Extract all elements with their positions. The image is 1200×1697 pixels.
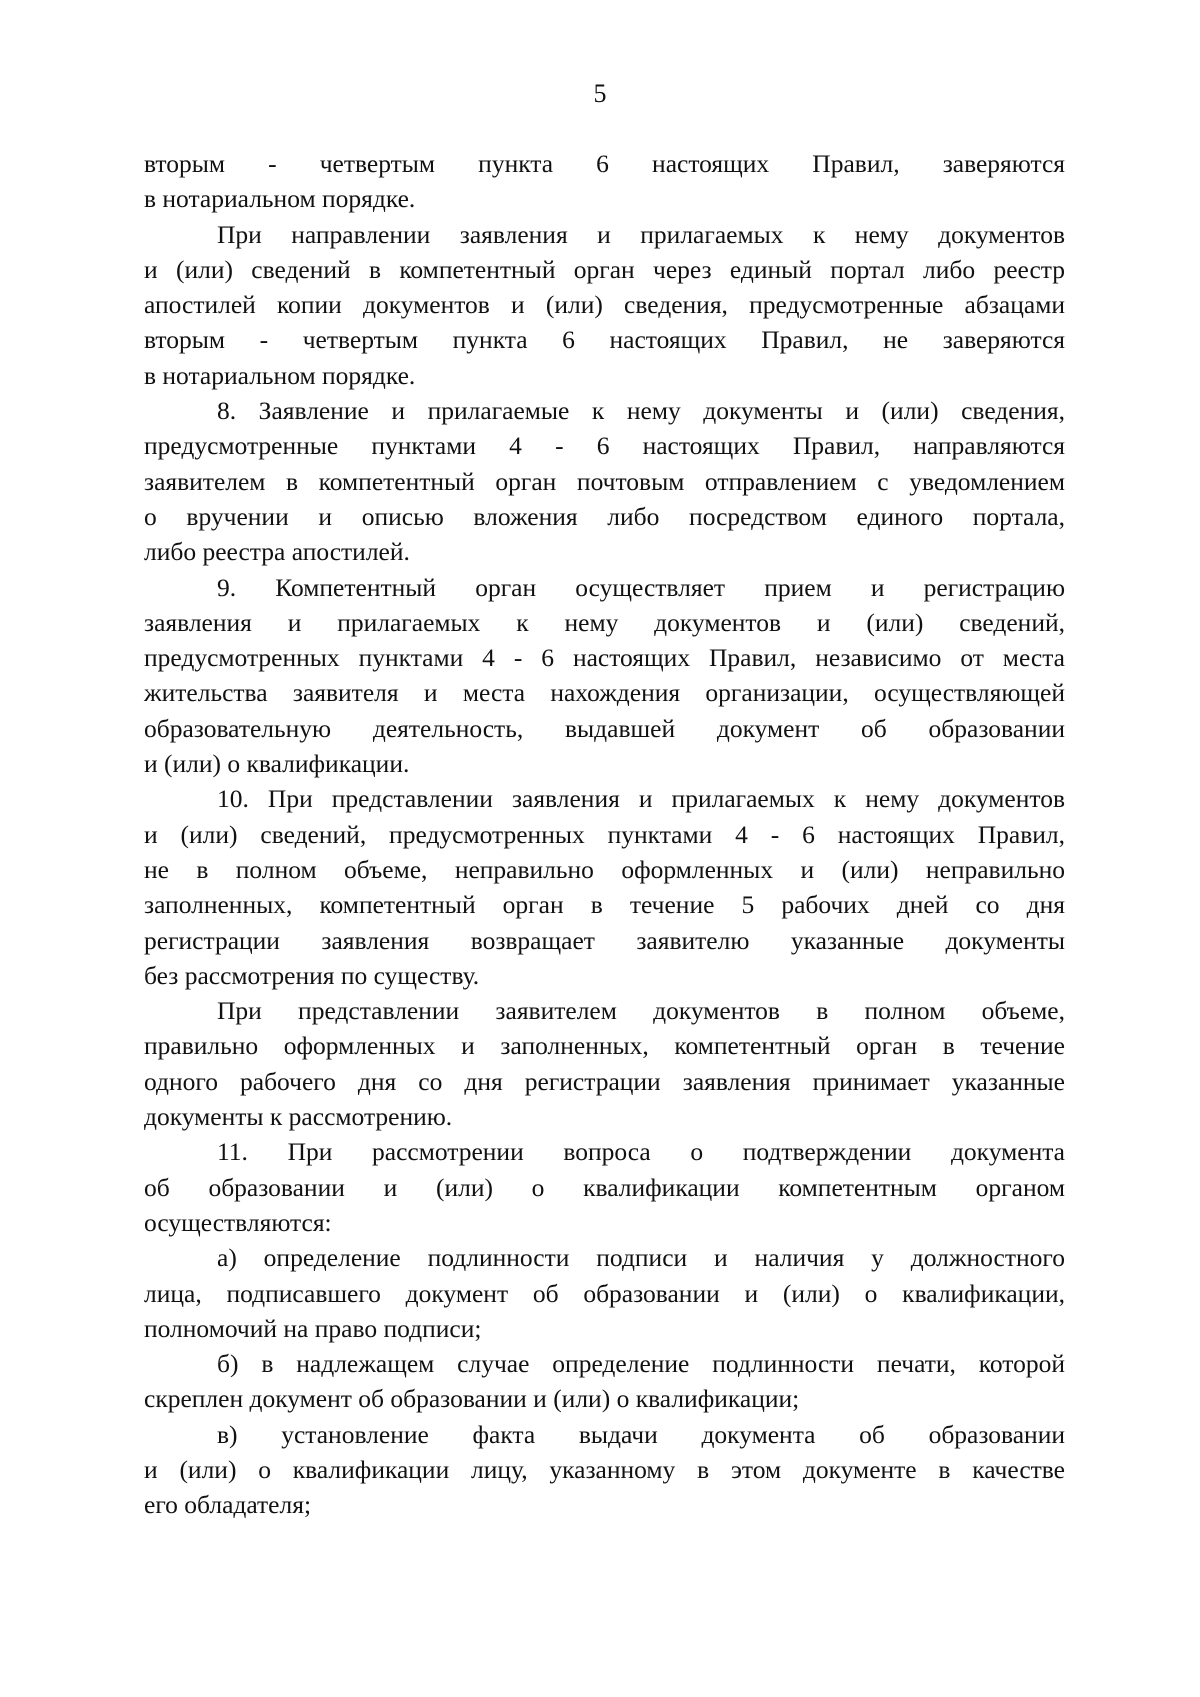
paragraph	[144, 570, 1065, 782]
paragraph	[144, 217, 1065, 393]
text-line: предусмотренных пунктами 4 - 6 настоящих Правил, независимо от места	[144, 643, 1065, 673]
text-line: 8. Заявление и прилагаемые к нему документы и (или) сведения,	[217, 396, 1065, 426]
text-line: и (или) сведений в компетентный орган через единый портал либо реестр	[144, 254, 1065, 284]
paragraph	[144, 146, 1065, 217]
text-line: либо реестра апостилей.	[144, 537, 410, 567]
text-line: заявителем в компетентный орган почтовым отправлением с уведомлением	[144, 466, 1065, 496]
text-line: в нотариальном порядке.	[144, 360, 416, 390]
paragraph	[144, 1346, 1065, 1417]
document-body	[144, 146, 1065, 1523]
paragraph	[144, 1240, 1065, 1346]
text-line: в нотариальном порядке.	[144, 184, 416, 214]
text-line: вторым - четвертым пункта 6 настоящих Правил, не заверяются	[144, 325, 1065, 355]
text-line: осуществляются:	[144, 1207, 332, 1237]
text-line: При направлении заявления и прилагаемых к нему документов	[217, 219, 1065, 249]
paragraph	[144, 1134, 1065, 1240]
text-line: и (или) о квалификации.	[144, 749, 410, 779]
paragraph	[144, 1417, 1065, 1523]
text-line: заявления и прилагаемых к нему документов и (или) сведений,	[144, 607, 1065, 637]
text-line: лица, подписавшего документ об образовании и (или) о квалификации,	[144, 1278, 1065, 1308]
text-line: правильно оформленных и заполненных, компетентный орган в течение	[144, 1031, 1065, 1061]
text-line: а) определение подлинности подписи и наличия у должностного	[217, 1243, 1065, 1273]
text-line: об образовании и (или) о квалификации компетентным органом	[144, 1172, 1065, 1202]
text-line: образовательную деятельность, выдавшей документ об образовании	[144, 713, 1065, 743]
paragraph	[144, 781, 1065, 993]
text-line: в) установление факта выдачи документа об образовании	[217, 1419, 1065, 1449]
paragraph	[144, 393, 1065, 569]
text-line: апостилей копии документов и (или) сведения, предусмотренные абзацами	[144, 290, 1065, 320]
text-line: полномочий на право подписи;	[144, 1313, 482, 1343]
text-line: 9. Компетентный орган осуществляет прием и регистрацию	[217, 572, 1065, 602]
text-line: его обладателя;	[144, 1490, 312, 1520]
text-line: заполненных, компетентный орган в течение 5 рабочих дней со дня	[144, 890, 1065, 920]
text-line: б) в надлежащем случае определение подлинности печати, которой	[217, 1349, 1065, 1379]
text-line: и (или) о квалификации лицу, указанному в этом документе в качестве	[144, 1454, 1065, 1484]
text-line: и (или) сведений, предусмотренных пунктами 4 - 6 настоящих Правил,	[144, 819, 1065, 849]
text-line: без рассмотрения по существу.	[144, 960, 480, 990]
text-line: При представлении заявителем документов в полном объеме,	[217, 996, 1065, 1026]
text-line: вторым - четвертым пункта 6 настоящих Правил, заверяются	[144, 149, 1065, 178]
page-number: 5	[593, 79, 607, 108]
text-line: о вручении и описью вложения либо посредством единого портала,	[144, 501, 1065, 531]
text-line: одного рабочего дня со дня регистрации заявления принимает указанные	[144, 1066, 1065, 1096]
text-line: скреплен документ об образовании и (или) о квалификации;	[144, 1384, 800, 1414]
text-line: 10. При представлении заявления и прилагаемых к нему документов	[217, 784, 1065, 814]
text-line: регистрации заявления возвращает заявителю указанные документы	[144, 925, 1065, 955]
text-line: не в полном объеме, неправильно оформленных и (или) неправильно	[144, 854, 1065, 884]
text-line: 11. При рассмотрении вопроса о подтверждении документа	[217, 1137, 1065, 1167]
text-line: предусмотренные пунктами 4 - 6 настоящих Правил, направляются	[144, 431, 1065, 461]
text-line: документы к рассмотрению.	[144, 1102, 453, 1132]
paragraph	[144, 993, 1065, 1134]
text-line: жительства заявителя и места нахождения организации, осуществляющей	[144, 678, 1065, 708]
